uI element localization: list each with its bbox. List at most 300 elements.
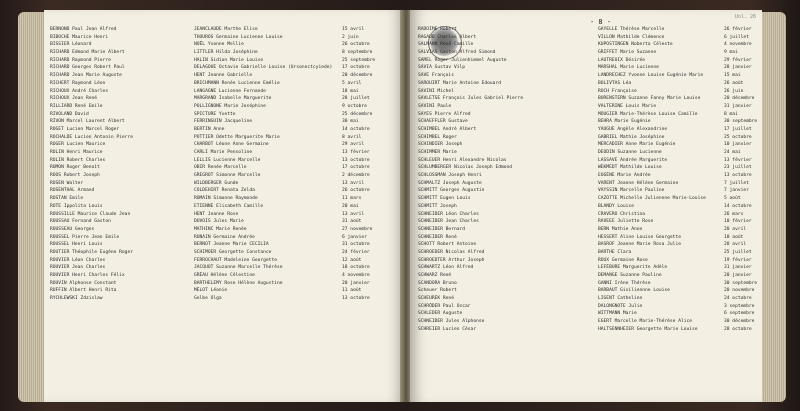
register-row: [44, 164, 404, 172]
register-row: [410, 64, 762, 72]
bride-name: DEMANGE Suzanne Pauline: [598, 273, 662, 278]
bride-name: BRICHMANN Renée Lucienne Emélie: [194, 80, 280, 86]
register-row: [410, 95, 762, 103]
register-row: [44, 26, 404, 34]
marriage-date: 5 avril: [342, 80, 362, 86]
register-row: [410, 226, 762, 234]
marriage-date: 17 octobre: [342, 65, 370, 71]
register-row: [44, 149, 404, 157]
register-row: [410, 295, 762, 303]
groom-name: SAVINI Michel: [418, 88, 454, 94]
register-row: [410, 157, 762, 165]
bride-name: ROCH Françoise: [598, 88, 637, 94]
groom-name: ROUSSEL Pierre Jean Emile: [50, 234, 120, 240]
groom-name: SCHLUMBERGER Nicolas Joseph Edmond: [418, 165, 513, 171]
right-register-list: [410, 26, 762, 334]
marriage-date: 14 octobre: [724, 203, 752, 209]
marriage-date: 6 septembre: [724, 311, 755, 317]
marriage-date: 25 septembre: [342, 57, 376, 63]
marriage-date: 14 octobre: [342, 126, 370, 132]
bride-name: BERN Mathie Anne: [598, 226, 643, 232]
bride-name: SCHIMOER Georgette Constance: [194, 249, 272, 255]
marriage-date: 26 mars: [724, 211, 744, 217]
groom-name: RICHARD Edmond Marie Albert: [50, 50, 125, 56]
bride-name: THOUROS Germaine Lucienne Louise: [194, 34, 283, 40]
register-row: [410, 187, 762, 195]
marriage-date: 30 mai: [342, 119, 359, 125]
register-row: [410, 72, 762, 80]
register-row: [44, 157, 404, 165]
bride-name: CRAVERO Christina: [598, 211, 646, 217]
groom-name: SAVIA Gustav Vilp: [418, 65, 466, 71]
marriage-date: 7 juillet: [724, 180, 749, 186]
register-row: [44, 264, 404, 272]
marriage-date: 18 mai: [342, 88, 359, 94]
register-row: [44, 234, 404, 242]
marriage-date: 11 août: [342, 288, 362, 294]
groom-name: ROTE Ippolita Louis: [50, 203, 103, 209]
marriage-date: 13 avril: [342, 180, 365, 186]
bride-name: WEKMEDT Mathilde Louise: [598, 165, 662, 171]
register-row: [410, 318, 762, 326]
register-row: [44, 72, 404, 80]
groom-name: SCANDORA Bruno: [418, 280, 457, 286]
page-number: - 8 -: [590, 18, 612, 26]
marriage-date: 10 janvier: [724, 142, 752, 148]
register-row: [410, 164, 762, 172]
groom-name: ROGET Lucien Marcel Roger: [50, 126, 120, 132]
register-row: [410, 149, 762, 157]
register-row: [410, 88, 762, 96]
marriage-date: 4 novembre: [342, 273, 370, 278]
register-row: [44, 64, 404, 72]
register-row: [44, 241, 404, 249]
marriage-date: 4 novembre: [724, 42, 752, 48]
corner-annotation: Uol. 26: [734, 14, 756, 20]
marriage-date: 12 août: [342, 257, 362, 263]
groom-name: BISSIER Léonard: [50, 42, 92, 48]
marriage-date: 13 avril: [342, 211, 365, 217]
bride-name: JACQUOT Suzanne Marcelle Thérèse: [194, 265, 283, 271]
marriage-date: 30 décembre: [724, 319, 755, 325]
groom-name: SCHNEIDER Jules Alphonse: [418, 319, 485, 325]
groom-name: RICHARD Georges Robert Paul: [50, 65, 125, 71]
groom-name: SCHROEDER Nicolas Alfred: [418, 249, 485, 255]
bride-name: FERROCHAUT Madeleine Georgette: [194, 257, 277, 263]
groom-name: RYCHLEWSKI Zdzislaw: [50, 296, 103, 302]
marriage-date: 24 février: [342, 249, 370, 255]
groom-name: ROGER Lucien Maurice: [50, 142, 106, 148]
register-row: [44, 226, 404, 234]
groom-name: ROLIN Robert Charles: [50, 157, 106, 163]
bride-name: BARTHELEMY Rose Hélène Augustine: [194, 280, 283, 286]
groom-name: SCHIMMER Marie: [418, 150, 457, 155]
register-row: [44, 249, 404, 257]
bride-name: VAYSSIN Marcelle Pauline: [598, 188, 665, 194]
groom-name: SCHNEIDER Bernard: [418, 226, 466, 232]
bride-name: BASROF Jeanne Marie Rosa Julie: [598, 242, 681, 248]
register-row: [44, 88, 404, 96]
register-row: [410, 103, 762, 111]
register-row: [410, 57, 762, 65]
groom-name: ROCHALDE Lucien Antonin Pierre: [50, 134, 133, 140]
bride-name: LAUTREUIX Désirée: [598, 57, 646, 63]
groom-name: SCHROEDTER Arthur Joseph: [418, 257, 485, 263]
groom-name: SAROUIRT Marie Antoine Edouard: [418, 80, 501, 86]
marriage-date: 2 décembre: [342, 173, 370, 179]
groom-name: ROUSSAU Fernand Gaston: [50, 219, 111, 225]
register-row: [44, 126, 404, 134]
marriage-date: 25 octobre: [724, 134, 752, 140]
marriage-date: 29 avril: [342, 142, 365, 148]
register-row: [44, 195, 404, 203]
bride-name: FERRINGUIN Jacqueline: [194, 119, 253, 125]
bride-name: BERTIN Anne: [194, 126, 225, 132]
register-row: [410, 211, 762, 219]
bride-name: ROUX Germaine Rose: [598, 257, 648, 263]
marriage-date: 24 octobre: [724, 296, 752, 302]
marriage-date: 8 septembre: [342, 50, 373, 56]
marriage-date: 28 avril: [724, 242, 747, 248]
register-row: [410, 249, 762, 257]
bride-name: MATHINC Marie Renée: [194, 226, 247, 232]
groom-name: SCHNEIDER Léon Charles: [418, 211, 479, 217]
register-row: [44, 57, 404, 65]
bride-name: RONAIN Germaine Andrée: [194, 234, 255, 240]
bride-name: NOËL Yvonne Mellie: [194, 42, 244, 48]
register-row: [410, 257, 762, 265]
register-row: [44, 118, 404, 126]
register-row: [410, 310, 762, 318]
bride-name: OBIR Renée Marcelle: [194, 165, 247, 171]
marriage-date: 8 avril: [342, 134, 362, 140]
marriage-date: 25 décembre: [342, 111, 373, 117]
register-row: [44, 211, 404, 219]
groom-name: RICHERT Raymond Léon: [50, 80, 106, 86]
groom-name: ROSTAN Emile: [50, 196, 84, 202]
groom-name: ROUSSILLE Maurice Claude Jean: [50, 211, 131, 217]
register-row: [44, 272, 404, 280]
register-row: [410, 241, 762, 249]
groom-name: SCHMALTZ Joseph Auguste: [418, 180, 482, 186]
groom-name: SCHIMBEL André Albert: [418, 126, 477, 132]
bride-name: YAUGUE Angèle Alexandrine: [598, 126, 668, 132]
groom-name: SCHMITT Eugen Louis: [418, 196, 471, 202]
bride-name: HENT Jeanne Gabrielle: [194, 73, 253, 79]
bride-name: GRIFFET Marie Suzanne: [598, 50, 657, 56]
bride-name: KUPOSTINGEN Noberta Céleste: [598, 42, 673, 48]
marriage-date: 6 janvier: [342, 234, 367, 240]
groom-name: RIVON Marcel Laurent Albert: [50, 119, 125, 125]
marriage-date: 5 août: [724, 196, 741, 202]
marriage-date: 31 janvier: [724, 265, 752, 271]
marriage-date: 20 janvier: [724, 273, 752, 278]
bride-name: MÉLOT Léonie: [194, 288, 228, 294]
groom-name: SCHEUREK René: [418, 296, 454, 302]
marriage-date: 13 octobre: [342, 157, 370, 163]
register-row: [44, 80, 404, 88]
bride-name: BARBAUT Gisiliennne Louise: [598, 288, 670, 294]
bride-name: BEHRA Marie Eugénie: [598, 119, 651, 125]
groom-name: ROUSSEAU Georges: [50, 226, 95, 232]
marriage-date: 10 février: [724, 219, 752, 225]
bride-name: DELAGOUE Octavie Gabrielle Louise (Ursonnctcyiede): [194, 65, 333, 71]
groom-name: SCHWARZ René: [418, 273, 452, 278]
groom-name: RICHOUX André Charles: [50, 88, 109, 94]
bride-name: LEFÉBURE Marguerite Adèle: [598, 265, 668, 271]
groom-name: RICHARD Raymond Pierre: [50, 57, 111, 63]
groom-name: SALVIAS Gaston Alfred Simond: [418, 50, 496, 56]
register-row: [410, 172, 762, 180]
groom-name: SCHRÖDER Paul Oscar: [418, 303, 471, 309]
register-row: [44, 187, 404, 195]
marriage-date: 20 janvier: [342, 280, 370, 286]
marriage-date: 28 juillet: [342, 96, 370, 102]
bride-name: GANNI Irène Thérèse: [598, 280, 651, 286]
register-row: [44, 49, 404, 57]
bride-name: SPICTURE Yvette: [194, 111, 236, 117]
marriage-date: 31 août: [342, 219, 362, 225]
bride-name: HESSERT Aline Louise Georgette: [598, 234, 681, 240]
register-row: [410, 111, 762, 119]
left-register-list: [44, 26, 404, 303]
groom-name: RAGAUD Charles Albert: [418, 34, 477, 40]
bride-name: GABRIEL Mathie Joséphine: [598, 134, 665, 140]
marriage-date: 20 avril: [724, 226, 747, 232]
groom-name: SAVE François: [418, 73, 454, 79]
register-row: [44, 172, 404, 180]
groom-name: SCHOTT Robert Antoine: [418, 242, 477, 248]
bride-name: MARSHAL Marie Lucienne: [598, 65, 659, 71]
groom-name: SCHNEIDER René: [418, 234, 457, 240]
groom-name: RILLIARD René Emile: [50, 103, 103, 109]
register-row: [44, 295, 404, 303]
groom-name: ROSENTHAL Armand: [50, 188, 95, 194]
register-row: [44, 95, 404, 103]
marriage-date: 26 octobre: [342, 188, 370, 194]
bride-name: GAYELLE Thérèse Marcelle: [598, 27, 665, 32]
register-row: [410, 280, 762, 288]
groom-name: RADOIME Robert: [418, 27, 457, 32]
register-row: [410, 41, 762, 49]
bride-name: BLANDY Louise: [598, 203, 634, 209]
marriage-date: 31 janvier: [724, 103, 752, 109]
groom-name: SAMEL Roger Julienhimmel Auguste: [418, 57, 507, 63]
marriage-date: 13 février: [342, 150, 370, 155]
marriage-date: 31 octobre: [342, 242, 370, 248]
bride-name: Gelbe Olga: [194, 296, 222, 302]
marriage-date: 19 février: [724, 257, 752, 263]
marriage-date: 20 décembre: [342, 73, 373, 79]
register-row: [44, 257, 404, 265]
groom-name: RICHOUX Jean René: [50, 96, 98, 102]
register-row: [410, 195, 762, 203]
marriage-date: 9 octobre: [342, 103, 367, 109]
register-row: [44, 287, 404, 295]
bride-name: WILDBERGER Gunde: [194, 180, 239, 186]
marriage-date: 20 mai: [342, 203, 359, 209]
marriage-date: 13 février: [724, 157, 752, 163]
bride-name: VALTERINE Louis Marie: [598, 103, 657, 109]
marriage-date: 30 septembre: [724, 119, 758, 125]
groom-name: ROUSSEL Henri Louis: [50, 242, 103, 248]
bride-name: CAZOTTE Michelle Juliennne Marie-Louise: [598, 196, 706, 202]
marriage-date: 17 juillet: [724, 126, 752, 132]
register-row: [410, 141, 762, 149]
groom-name: ROSEN Walter: [50, 180, 84, 186]
bride-name: POTTIER Odette Marguerite Marie: [194, 134, 280, 140]
bride-name: ROMAIN Simonne Raymonde: [194, 196, 258, 202]
register-row: [410, 303, 762, 311]
bride-name: COLDEHIRT Renata Zelda: [194, 188, 255, 194]
groom-name: SCHLEDER Auguste: [418, 311, 463, 317]
left-page: [44, 10, 404, 402]
groom-name: ROOS Robert Joseph: [50, 173, 100, 179]
groom-name: SCHNEIDER Jean Charles: [418, 219, 479, 225]
marriage-date: 6 juillet: [724, 34, 749, 40]
marriage-date: 20 décembre: [724, 96, 755, 102]
groom-name: RUFFIN Albert Henri Rita: [50, 288, 117, 294]
marriage-date: 30 septembre: [724, 280, 758, 286]
groom-name: SALMANN René Camille: [418, 42, 474, 48]
bride-name: LASSAVE Andrée Marguerite: [598, 157, 668, 163]
bride-name: DUVOIS Jules Marie: [194, 219, 244, 225]
bride-name: MERCADIER Anne Marie Eugénie: [598, 142, 676, 148]
groom-name: ROLIN Henri Maurice: [50, 150, 103, 155]
groom-name: SAVINI Paule: [418, 103, 452, 109]
marriage-date: 15 mai: [724, 73, 741, 79]
register-row: [44, 134, 404, 142]
marriage-date: 28 octobre: [724, 326, 752, 332]
marriage-date: 27 novembre: [342, 226, 373, 232]
groom-name: BERNOND Paul Jean Alfred: [50, 27, 117, 32]
marriage-date: 13 octobre: [724, 173, 752, 179]
register-row: [410, 326, 762, 334]
register-row: [410, 134, 762, 142]
marriage-date: 7 janvier: [724, 188, 749, 194]
bride-name: DALONGNOTE Julie: [598, 303, 643, 309]
groom-name: SCHWARTZ Léon Alfred: [418, 265, 474, 271]
bride-name: BARTHE Clara: [598, 249, 632, 255]
bride-name: HENT Jeanne Rose: [194, 211, 239, 217]
groom-name: SCHIMBEL Roger: [418, 134, 457, 140]
groom-name: RICHARD Jean Marie Auguste: [50, 73, 122, 79]
groom-name: SAYES Pierre Alfred: [418, 111, 471, 117]
register-row: [410, 26, 762, 34]
bride-name: BURENSTERN Suzanne Fanny Marie Louise: [598, 96, 701, 102]
groom-name: ROUTIER Théophile Eugène Roger: [50, 249, 133, 255]
register-row: [410, 118, 762, 126]
groom-name: ROUVIER Léon Charles: [50, 257, 106, 263]
bride-name: LANDRECHEZ Yvonne Louise Eugénie Marie: [598, 73, 704, 79]
marriage-date: 13 octobre: [342, 296, 370, 302]
bride-name: VARENT Jeanne Hélène Germaine: [598, 180, 679, 186]
groom-name: SCHREIER Lucien César: [418, 326, 477, 332]
register-row: [410, 80, 762, 88]
register-row: [410, 287, 762, 295]
groom-name: Scheuer Robert: [418, 288, 457, 294]
bride-name: DEODIN Suzanne Lucienne: [598, 150, 662, 155]
bride-name: CHARBOT Léone Anne Germaine: [194, 142, 269, 148]
register-row: [44, 111, 404, 119]
bride-name: MOUGIER Marie-Thérèse Louise Camille: [598, 111, 698, 117]
groom-name: SAVLETSE François Jules Gabriel Pierre: [418, 96, 524, 102]
groom-name: SCHMITT Georges Augustin: [418, 188, 485, 194]
groom-name: SCHMITT Joseph: [418, 203, 457, 209]
groom-name: ROMON Roger Benoît: [50, 165, 100, 171]
register-row: [44, 280, 404, 288]
bride-name: ETIENNE Elisabeth Camille: [194, 203, 264, 209]
groom-name: SCHINDIER Joseph: [418, 142, 463, 148]
bride-name: EGERT Marcelle Marie-Thérèse Alice: [598, 319, 693, 325]
register-row: [44, 34, 404, 42]
register-row: [44, 103, 404, 111]
bride-name: JEANCLAUDE Marthe Elise: [194, 27, 258, 32]
register-row: [44, 203, 404, 211]
bride-name: LIGENT Catheline: [598, 296, 643, 302]
bride-name: EUGÈNE Marie Andrée: [598, 173, 651, 179]
bride-name: WITTMANN Marie: [598, 311, 637, 317]
marriage-date: 9 mai: [724, 50, 738, 56]
groom-name: SCHLOSSMAN Joseph Henri: [418, 173, 482, 179]
marriage-date: 25 juillet: [724, 249, 752, 255]
marriage-date: 26 juin: [724, 88, 744, 94]
register-row: [44, 180, 404, 188]
register-row: [44, 141, 404, 149]
register-row: [410, 234, 762, 242]
marriage-date: 24 mai: [724, 150, 741, 155]
bride-name: MARGRAND Isabelle Marguerite: [194, 96, 272, 102]
marriage-date: 3 septembre: [724, 303, 755, 309]
groom-name: SCHAEFFLER Gustave: [418, 119, 468, 125]
bride-name: HALTSENNHEIER Georgette Marie Louise: [598, 326, 698, 332]
marriage-date: 23 juillet: [724, 165, 752, 171]
register-row: [44, 218, 404, 226]
bride-name: BOLIVTAS Léa: [598, 80, 632, 86]
groom-name: ROUVIER Henri Charles Félix: [50, 273, 125, 278]
bride-name: CARLI Marie Pensoline: [194, 150, 253, 155]
register-row: [410, 49, 762, 57]
groom-name: RIVOLAND David: [50, 111, 89, 117]
register-row: [410, 272, 762, 280]
bride-name: GREGROT Simonne Marcelle: [194, 173, 261, 179]
groom-name: SCHLEUER Henri Alexandre Nicolas: [418, 157, 507, 163]
bride-name: LITTLER Hilda Joséphine: [194, 50, 258, 56]
register-row: [410, 34, 762, 42]
register-row: [410, 180, 762, 188]
marriage-date: 11 mars: [342, 196, 362, 202]
marriage-date: 18 octobre: [342, 265, 370, 271]
bride-name: LANGAGNE Lucienne Fernande: [194, 88, 266, 94]
marriage-date: 26 août: [724, 80, 744, 86]
marriage-date: 18 août: [724, 234, 744, 240]
bride-name: RAVEEE Juliette Rose: [598, 219, 654, 225]
bride-name: HALIN Sidion Marie Louise: [194, 57, 264, 63]
register-row: [410, 203, 762, 211]
marriage-date: 29 février: [724, 57, 752, 63]
register-row: [410, 264, 762, 272]
register-row: [410, 218, 762, 226]
bride-name: VILLON Mathilde Clémence: [598, 34, 665, 40]
groom-name: ROUVIER Jean Charles: [50, 265, 106, 271]
register-row: [410, 126, 762, 134]
marriage-date: 8 mai: [724, 111, 738, 117]
marriage-date: 26 octobre: [342, 42, 370, 48]
marriage-date: 28 janvier: [724, 65, 752, 71]
bride-name: POLLIGNONE Marie Joséphine: [194, 103, 266, 109]
bride-name: BERNOT Jeanne Marie CECILIA: [194, 242, 269, 248]
bride-name: GRÉAU Hélène Célestine: [194, 273, 255, 278]
